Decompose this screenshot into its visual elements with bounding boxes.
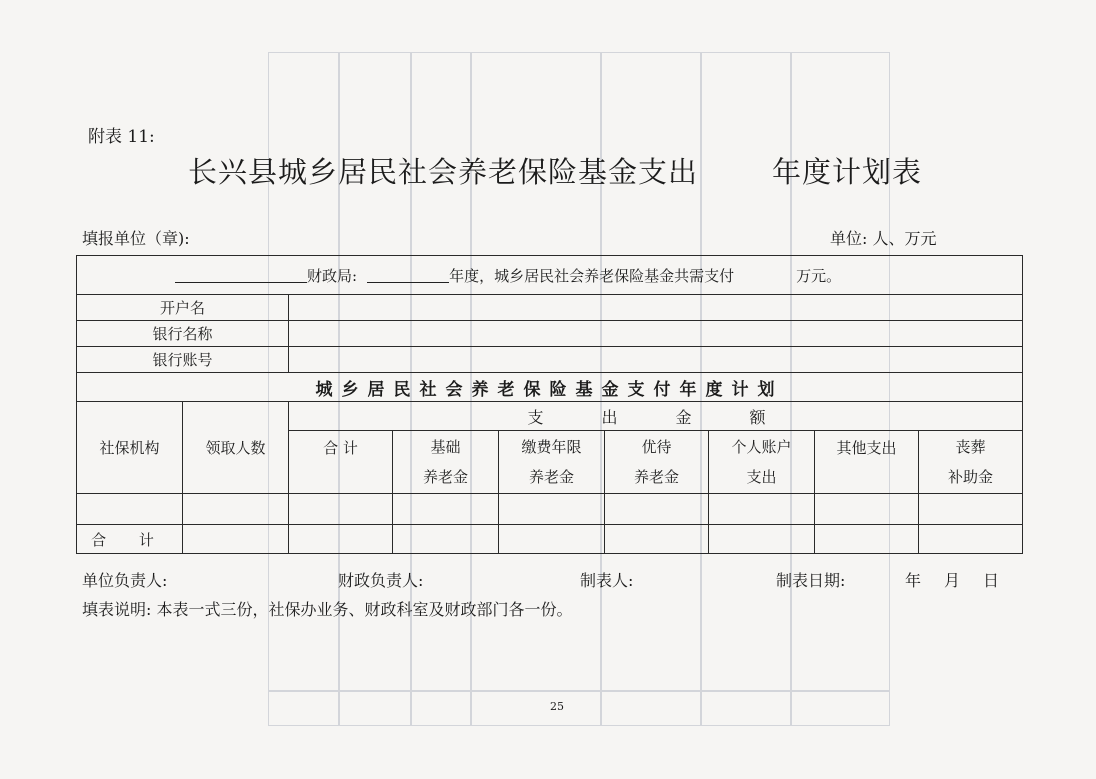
finance-head-label: 财政负责人: (338, 571, 424, 590)
account-number-label: 银行账号 (77, 347, 289, 373)
basic-pension-line1: 基础 (430, 438, 461, 456)
bank-name-field[interactable] (289, 321, 1023, 347)
other-spending-cell[interactable] (815, 494, 919, 525)
total-personal-cell[interactable] (709, 525, 815, 554)
basic-pension-cell[interactable] (393, 494, 499, 525)
account-name-row (77, 295, 1023, 321)
preferential-pension-cell[interactable] (605, 494, 709, 525)
contribution-pension-line2: 养老金 (528, 468, 574, 486)
personal-account-line1: 个人账户 (731, 438, 792, 456)
date-year: 年 (905, 571, 922, 590)
account-name-label: 开户名 (77, 295, 289, 321)
funeral-subsidy-line2: 补助金 (948, 468, 994, 486)
contribution-pension-line1: 缴费年限 (521, 438, 582, 456)
total-row-label: 合 计 (77, 525, 183, 554)
statement-cell (77, 256, 1023, 295)
total-recipients-cell[interactable] (183, 525, 289, 554)
date-month: 月 (944, 571, 961, 590)
account-number-field[interactable] (289, 347, 1023, 373)
preferential-pension-header (605, 431, 709, 494)
blank-year[interactable] (367, 266, 449, 283)
plan-title: 城乡居民社会养老保险基金支付年度计划 (77, 373, 1023, 402)
total-funeral-cell[interactable] (919, 525, 1023, 554)
form-title-tail: 年度计划表 (772, 155, 923, 189)
year-statement-text: 年度，城乡居民社会养老保险基金共需支付 (449, 266, 735, 285)
unit-label: 单位: 人、万元 (830, 229, 937, 248)
finance-bureau-label: 财政局: (307, 266, 358, 285)
funeral-subsidy-cell[interactable] (919, 494, 1023, 525)
bank-name-label: 银行名称 (77, 321, 289, 347)
blank-finance-bureau[interactable] (175, 266, 307, 283)
total-cell[interactable] (289, 494, 393, 525)
account-name-field[interactable] (289, 295, 1023, 321)
page-number: 25 (550, 700, 564, 713)
form-title: 长兴县城乡居民社会养老保险基金支出 (188, 155, 699, 189)
basic-pension-header (393, 431, 499, 494)
agency-header: 社保机构 (77, 402, 183, 494)
funeral-subsidy-header (919, 431, 1023, 494)
contribution-pension-header (499, 431, 605, 494)
data-row (77, 494, 1023, 525)
total-row (77, 525, 1023, 554)
date-label: 制表日期: (776, 571, 846, 590)
total-header (289, 431, 393, 494)
spending-amount-header: 支出金额 (289, 402, 1023, 431)
total-other-cell[interactable] (815, 525, 919, 554)
recipients-cell[interactable] (183, 494, 289, 525)
filler-unit-label: 填报单位（章): (82, 229, 190, 248)
other-spending-header (815, 431, 919, 494)
total-basic-cell[interactable] (393, 525, 499, 554)
preferential-pension-line2: 养老金 (633, 468, 679, 486)
amount-unit: 万元。 (796, 266, 842, 285)
filling-instructions: 填表说明: 本表一式三份，社保办业务、财政科室及财政部门各一份。 (82, 600, 573, 619)
recipients-header: 领取人数 (183, 402, 289, 494)
total-header-label: 合 计 (323, 439, 358, 457)
agency-cell[interactable] (77, 494, 183, 525)
personal-account-header (709, 431, 815, 494)
bank-name-row (77, 321, 1023, 347)
unit-head-label: 单位负责人: (82, 571, 168, 590)
personal-account-cell[interactable] (709, 494, 815, 525)
appendix-label: 附表 11: (88, 127, 155, 147)
preferential-pension-line1: 优待 (641, 438, 672, 456)
other-spending-label: 其他支出 (836, 439, 897, 457)
preparer-label: 制表人: (580, 571, 634, 590)
account-number-row (77, 347, 1023, 373)
total-total-cell[interactable] (289, 525, 393, 554)
total-contribution-cell[interactable] (499, 525, 605, 554)
funeral-subsidy-line1: 丧葬 (955, 438, 986, 456)
plan-title-row (77, 373, 1023, 402)
contribution-pension-cell[interactable] (499, 494, 605, 525)
header-row-1 (77, 402, 1023, 431)
bleed-through-line (268, 690, 890, 692)
date-day: 日 (983, 571, 1000, 590)
personal-account-line2: 支出 (746, 468, 777, 486)
basic-pension-line2: 养老金 (422, 468, 468, 486)
total-preferential-cell[interactable] (605, 525, 709, 554)
plan-form-table (76, 255, 1023, 554)
statement-row (77, 256, 1023, 295)
